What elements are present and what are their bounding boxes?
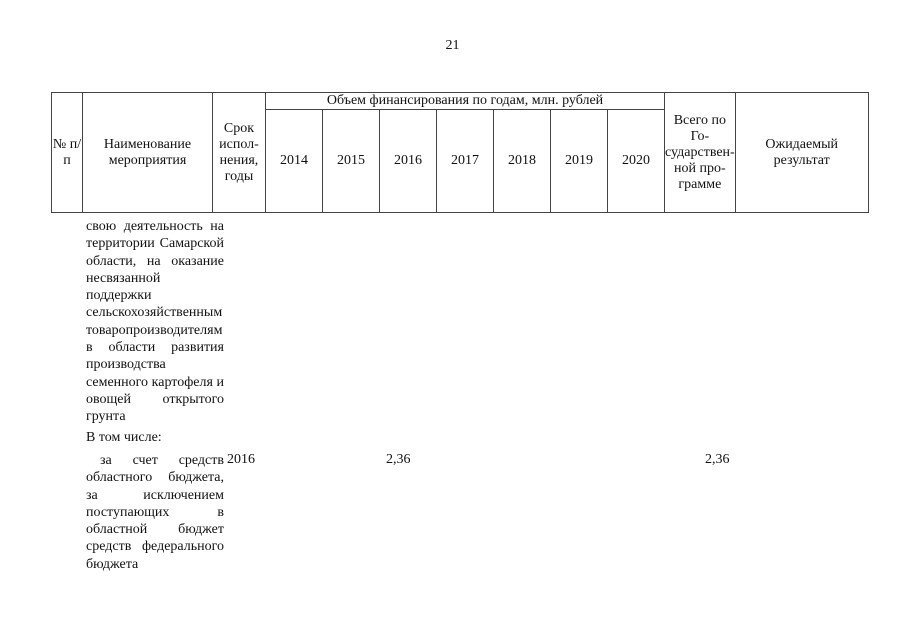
item-name: за счет средств областного бюджета, за исключением поступающих в областной бюджет средств федерального бюджета <box>86 453 224 572</box>
item-term: 2016 <box>227 452 255 467</box>
item-value-2016: 2,36 <box>386 452 411 467</box>
header-year-2018: 2018 <box>494 110 551 213</box>
header-name: Наименование мероприятия <box>83 93 213 213</box>
header-year-2020: 2020 <box>608 110 665 213</box>
including-label: В том числе: <box>86 430 162 445</box>
header-year-2016: 2016 <box>380 110 437 213</box>
item-total: 2,36 <box>705 452 730 467</box>
header-year-2014: 2014 <box>266 110 323 213</box>
page-number: 21 <box>445 38 460 53</box>
header-financing: Объем финансирования по годам, млн. рублей <box>266 93 665 110</box>
table-header <box>51 92 869 213</box>
header-num: № п/п <box>52 93 83 213</box>
header-result: Ожидаемый результат <box>735 93 868 213</box>
header-year-2019: 2019 <box>551 110 608 213</box>
header-year-2017: 2017 <box>437 110 494 213</box>
continuation-text: свою деятельность на территории Самарской области, на оказание несвязанной поддержки сельскохозяйственным товаропроизводителям в области развития производства семенного картофеля и овощей открытого грунта <box>86 219 224 425</box>
header-total: Всего по Го-сударствен-ной про-грамме <box>665 93 736 213</box>
header-term: Срок испол-нения, годы <box>213 93 266 213</box>
header-year-2015: 2015 <box>323 110 380 213</box>
